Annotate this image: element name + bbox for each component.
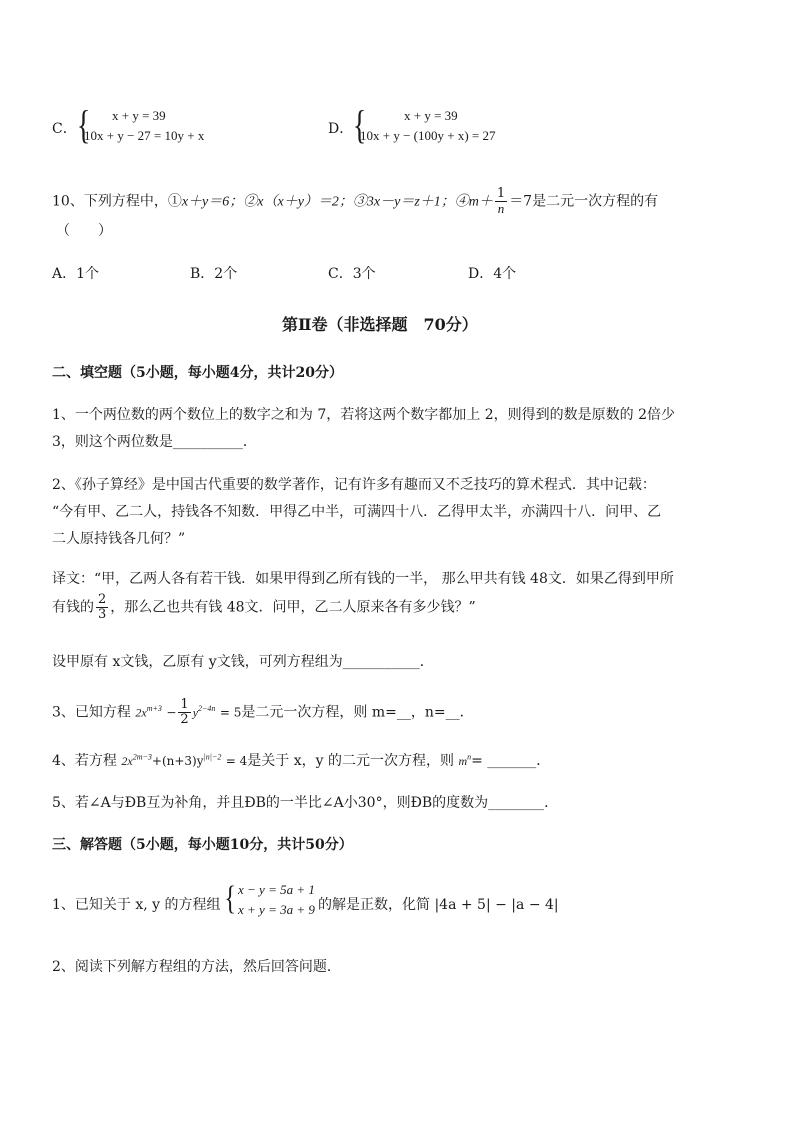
q10-paren: （ ） (56, 223, 112, 239)
s2-q4-b: 是关于 x，y 的二元一次方程，则 (247, 753, 454, 769)
s2-q2-trans1: 译文：“甲，乙两人各有若干钱．如果甲得到乙所有钱的一半， 那么甲共有钱 48文．如果乙得到甲所 (52, 571, 674, 587)
s2-q5: 5、若∠A与ÐB互为补角，并且ÐB的一半比∠A小30°，则ÐB的度数为________． (52, 795, 559, 811)
s2-q2-line1: 2、《孙子算经》是中国古代重要的数学著作，记有许多有趣而又不乏技巧的算术程式．其中记载： (52, 477, 656, 493)
option-c-brace: { (76, 102, 91, 147)
s2-q3-expr2: y (192, 705, 199, 720)
s2-q2-line3: 二人原持钱各几何？” (52, 531, 186, 547)
s2-q2-line2: “今有甲、乙二人，持钱各不知数．甲得乙中半，可满四十八．乙得甲太半，亦满四十八．问甲、乙 (52, 504, 662, 520)
s2-q4-sup2: |n|−2 (203, 752, 222, 762)
s2-q3-a: 3、已知方程 (52, 704, 131, 721)
q10-option-d: D．4个 (468, 266, 517, 282)
s2-q3-frac-den: 2 (180, 712, 189, 727)
option-d-label: D． (328, 121, 354, 137)
s2-q4-expr: 2x (121, 754, 133, 768)
s2-q4-a: 4、若方程 (52, 753, 117, 769)
s2-q3-sup2: 2−4n (198, 703, 216, 713)
option-c-eq2: 10x + y − 27 = 10y + x (84, 128, 205, 143)
s2-q2-frac-den: 3 (98, 607, 107, 622)
s2-q3 (52, 698, 474, 727)
s2-q2-set: 设甲原有 x文钱，乙原有 y文钱，可列方程组为___________． (52, 654, 434, 670)
s3-q1-a: 1、已知关于 x, y 的方程组 (52, 897, 221, 913)
q10-suffix: ＝7是二元一次方程的有 (509, 193, 659, 210)
q10-option-a: A．1个 (52, 266, 100, 282)
s3-q1-b: 的解是正数，化简 |4a + 5| − |a − 4| (318, 897, 559, 913)
option-d-brace: { (352, 102, 367, 147)
q10-e1: x＋y＝6；② (181, 194, 258, 210)
option-d-eq2: 10x + y − (100y + x) = 27 (360, 128, 496, 143)
s2-q4-mn: m (458, 754, 468, 768)
s2-q1-line2: 3，则这个两位数是__________． (52, 434, 257, 450)
s2-q3-eq: = 5 (219, 705, 242, 720)
s2-q3-sup1: m+3 (146, 703, 162, 713)
s2-q3-frac-num: 1 (180, 697, 189, 712)
s2-q4-mn-sup: n (467, 752, 472, 762)
s2-q4-mid: +(n+3)y (151, 754, 204, 768)
s2-q1-line1: 1、一个两位数的两个数位上的数字之和为 7，若将这两个数字都加上 2，则得到的数是原数的 2倍少 (52, 407, 675, 423)
s2-q4-sup1: 2m−3 (132, 752, 152, 762)
q10-prefix: 10、下列方程中，① (52, 193, 182, 210)
s2-q3-minus: − (166, 705, 177, 720)
section2-title: 二、填空题（5小题，每小题4分，共计20分） (52, 365, 343, 381)
q10-fraction (495, 187, 507, 216)
s2-q2-trans2b: ，那么乙也共有钱 48文．问甲，乙二人原来各有多少钱？” (110, 599, 476, 616)
s2-q2-trans2a: 有钱的 (52, 599, 94, 616)
s2-q2-trans2 (52, 593, 476, 622)
s3-q1-eq1: x − y = 5a + 1 (238, 882, 315, 897)
s2-q4-c: = _______． (471, 753, 551, 769)
q10-e2: x（x＋y）＝2；③3x－y＝z＋1；④m＋ (257, 194, 493, 210)
option-c-label: C． (52, 121, 77, 137)
s2-q4 (52, 750, 550, 770)
option-d-eq1: x + y = 39 (404, 108, 458, 123)
q10-option-b: B．2个 (190, 266, 238, 282)
s2-q2-fraction (96, 593, 108, 622)
q10-option-c: C．3个 (328, 266, 376, 282)
option-c-eq1: x + y = 39 (112, 108, 166, 123)
q10-frac-den: n (497, 201, 505, 216)
section3-title: 三、解答题（5小题，每小题10分，共计50分） (52, 837, 353, 853)
s3-q1-eq2: x + y = 3a + 9 (238, 902, 315, 917)
s3-q2: 2、阅读下列解方程组的方法，然后回答问题． (52, 959, 341, 975)
q10-text (52, 187, 658, 216)
s2-q3-b: 是二元一次方程，则 m=__，n=__． (241, 704, 474, 721)
s2-q3-expr1: 2x (135, 705, 147, 720)
s3-q1-brace: { (224, 880, 236, 917)
part2-title: 第Ⅱ卷（非选择题 70分） (282, 315, 478, 334)
s2-q3-fraction (178, 698, 190, 727)
s2-q2-frac-num: 2 (98, 592, 107, 607)
q10-frac-num: 1 (496, 186, 506, 201)
s2-q4-eq: = 4 (225, 754, 248, 768)
